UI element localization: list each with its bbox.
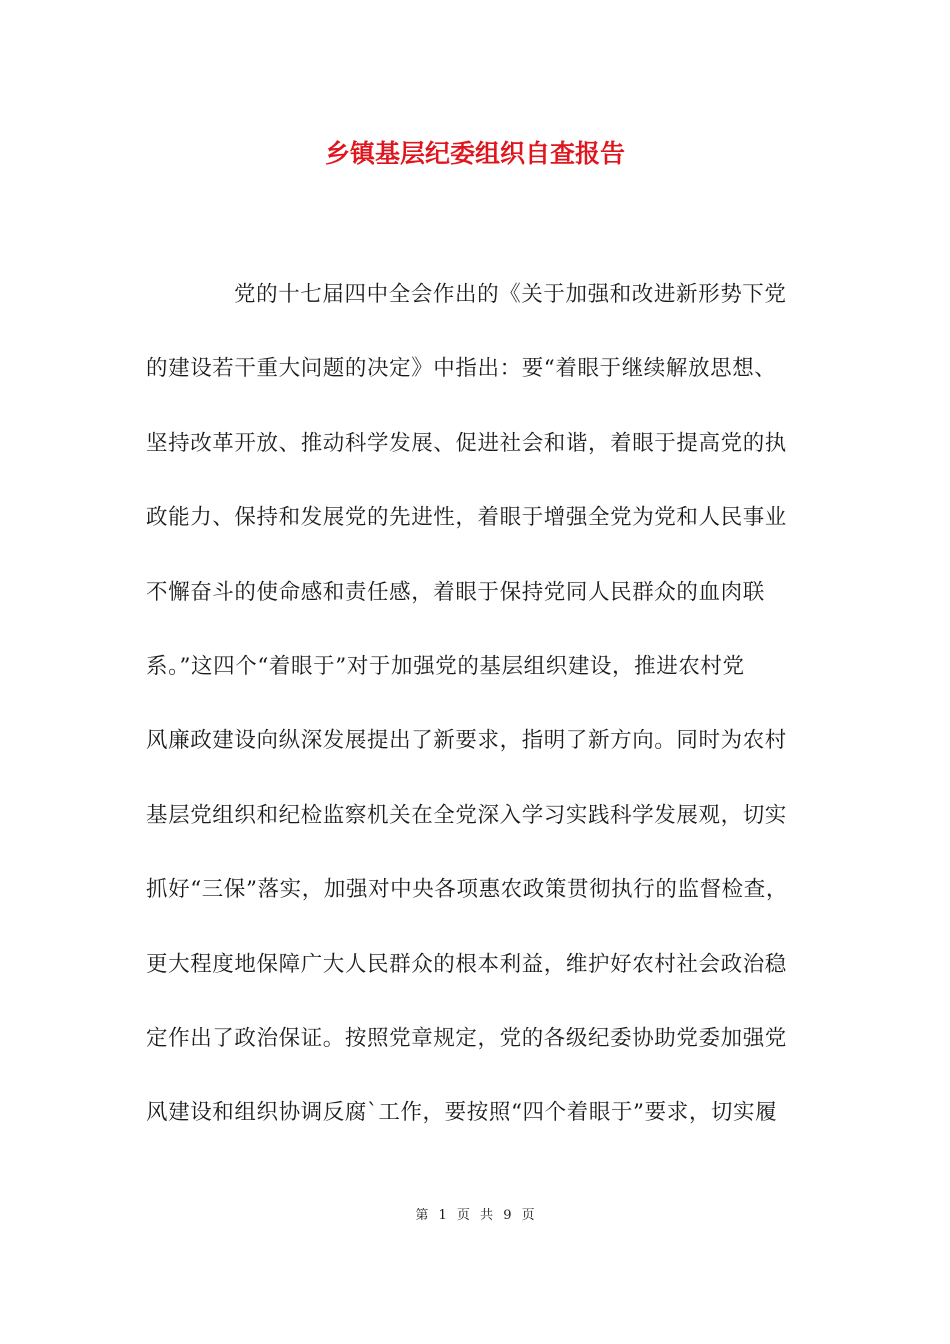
body-line: 定作出了政治保证。按照党章规定，党的各级纪委协助党委加强党 — [146, 1025, 787, 1051]
document-body — [146, 270, 810, 1163]
body-line: 政能力、保持和发展党的先进性，着眼于增强全党为党和人民事业 — [146, 505, 787, 531]
body-line: 风建设和组织协调反腐`工作，要按照“四个着眼于”要求，切实履 — [146, 1100, 778, 1126]
body-line: 抓好“三保”落实，加强对中央各项惠农政策贯彻执行的监督检查， — [146, 877, 788, 903]
body-line: 不懈奋斗的使命感和责任感，着眼于保持党同人民群众的血肉联 — [146, 579, 765, 605]
body-line: 基层党组织和纪检监察机关在全党深入学习实践科学发展观，切实 — [146, 802, 787, 828]
document-title: 乡镇基层纪委组织自查报告 — [324, 139, 625, 168]
body-line: 系。”这四个“着眼于”对于加强党的基层组织建设，推进农村党 — [146, 653, 745, 679]
body-line: 的建设若干重大问题的决定》中指出：要“着眼于继续解放思想、 — [146, 356, 777, 382]
page-number-footer: 第 1 页 共 9 页 — [415, 1208, 535, 1223]
body-line: 风廉政建设向纵深发展提出了新要求，指明了新方向。同时为农村 — [146, 728, 787, 754]
body-line: 坚持改革开放、推动科学发展、促进社会和谐，着眼于提高党的执 — [146, 430, 787, 456]
body-line: 更大程度地保障广大人民群众的根本利益，维护好农村社会政治稳 — [146, 951, 787, 977]
body-line: 党的十七届四中全会作出的《关于加强和改进新形势下党 — [234, 282, 787, 307]
